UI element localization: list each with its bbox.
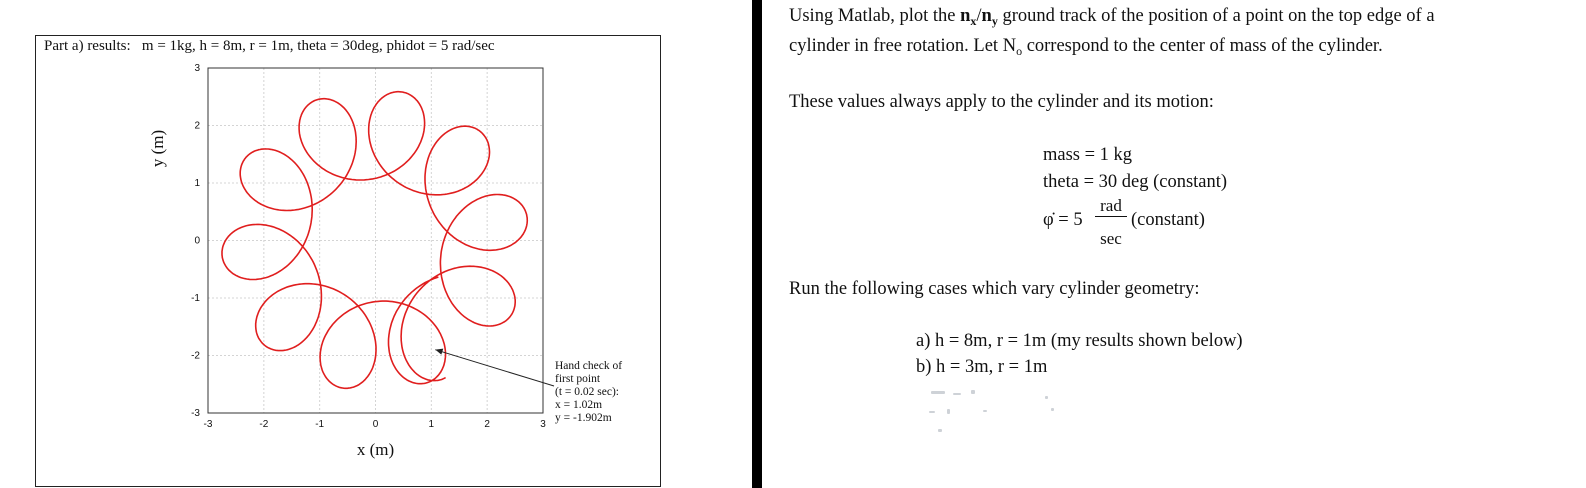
x-tick-label: 1: [428, 419, 435, 430]
nx-subscript: x: [970, 14, 977, 28]
scan-artifact: [953, 393, 961, 395]
ny-subscript: y: [991, 14, 998, 28]
ground-track-plot: [36, 36, 660, 486]
y-tick-label: -3: [191, 408, 200, 419]
scan-artifact: [931, 391, 945, 394]
annotation-line: Hand check of: [555, 360, 623, 372]
scan-artifact: [1045, 396, 1048, 399]
x-tick-label: 0: [372, 419, 379, 430]
scan-artifact: [1051, 408, 1054, 411]
nx-symbol: n: [960, 6, 971, 26]
results-figure-panel: [35, 35, 661, 487]
phidot-lhs: φ̇ = 5: [1043, 210, 1083, 230]
mass-value: mass = 1 kg: [1043, 145, 1133, 165]
intro-line-1: [789, 6, 1435, 29]
slash: /: [976, 6, 982, 26]
x-tick-label: -3: [203, 419, 213, 430]
scan-artifact: [929, 411, 935, 413]
x-axis-label: x (m): [356, 440, 395, 459]
intro-text-b: ground track of the position of a point on the top edge of a: [997, 6, 1435, 26]
phidot-denominator: sec: [1100, 229, 1122, 248]
scan-artifact: [947, 409, 950, 414]
y-axis-label: y (m): [148, 129, 167, 168]
line2-text-b: correspond to the center of mass of the cylinder.: [1022, 36, 1383, 56]
y-tick-label: -2: [191, 350, 200, 362]
scan-artifact: [938, 429, 942, 432]
y-tick-label: 0: [194, 235, 200, 247]
annotation-line: y = -1.902m: [555, 412, 612, 424]
intro-text-a: Using Matlab, plot the: [789, 6, 961, 26]
x-tick-label: -2: [259, 419, 269, 430]
no-subscript: o: [1016, 44, 1023, 58]
phidot-numerator: rad: [1095, 196, 1127, 217]
values-intro: These values always apply to the cylinder and its motion:: [789, 92, 1214, 112]
case-b: b) h = 3m, r = 1m: [916, 357, 1048, 377]
y-tick-label: 1: [194, 178, 200, 189]
x-tick-label: 2: [484, 419, 490, 430]
y-tick-label: 3: [194, 63, 200, 74]
cases-intro: Run the following cases which vary cylinder geometry:: [789, 279, 1200, 299]
scan-artifact: [971, 390, 975, 394]
intro-line-2: [789, 36, 1383, 59]
annotation-line: x = 1.02m: [555, 399, 603, 411]
case-a: a) h = 8m, r = 1m (my results shown below): [916, 331, 1243, 351]
phidot-rhs: (constant): [1131, 210, 1205, 230]
theta-value: theta = 30 deg (constant): [1043, 172, 1228, 192]
annotation-line: (t = 0.02 sec):: [555, 386, 619, 398]
ny-symbol: n: [981, 6, 992, 26]
line2-text-a: cylinder in free rotation. Let N: [789, 36, 1017, 56]
y-tick-label: 2: [194, 120, 200, 132]
x-tick-label: -1: [315, 419, 325, 430]
results-title: Part a) results: m = 1kg, h = 8m, r = 1m, theta = 30deg, phidot = 5 rad/sec: [44, 38, 495, 54]
x-tick-label: 3: [540, 419, 546, 430]
annotation-line: first point: [555, 373, 601, 385]
ground-track-curve: [222, 92, 527, 389]
scan-artifact: [983, 410, 987, 412]
annotation-arrowhead: [435, 349, 443, 355]
y-tick-label: -1: [191, 293, 200, 304]
problem-statement: [775, 0, 1586, 488]
panel-divider: [752, 0, 762, 488]
